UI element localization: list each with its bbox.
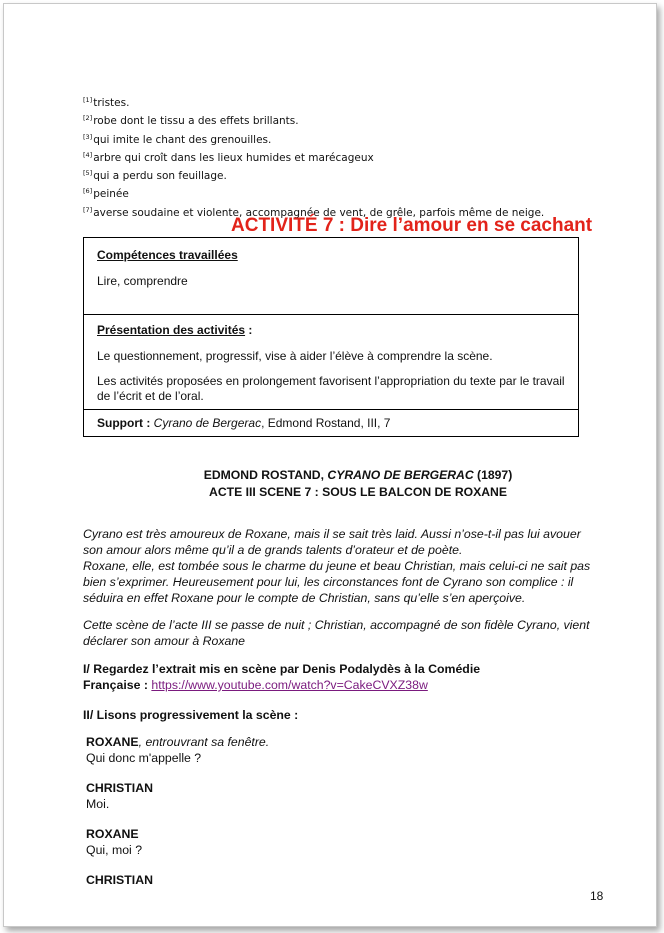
footnote xyxy=(83,148,544,166)
video-link[interactable]: https://www.youtube.com/watch?v=CakeCVXZ38w xyxy=(151,678,428,692)
dialogue-line: Moi. xyxy=(86,796,110,811)
speaker-name: ROXANE xyxy=(86,827,139,841)
competences-section xyxy=(84,238,578,315)
dialogue-line: Qui donc m'appelle ? xyxy=(86,750,202,765)
speaker-name: CHRISTIAN xyxy=(86,781,153,795)
footnote-number: [3] xyxy=(83,132,93,141)
intro-paragraph: Cette scène de l’acte III se passe de nuit ; Christian, accompagné de son fidèle Cyrano, vient déclarer son amour à Roxane xyxy=(83,618,590,648)
intro-paragraph: Cyrano est très amoureux de Roxane, mais il se sait très laid. Aussi n’ose-t-il pas lui avouer son amour alors même qu’il a de grands talents d’orateur et de poète. xyxy=(83,527,581,557)
question-2: II/ Lisons progressivement la scène : xyxy=(83,708,299,722)
presentation-paragraph: Les activités proposées en prolongement favorisent l’appropriation du texte par le travail de l’écrit et de l’oral. xyxy=(97,374,565,403)
intro-text xyxy=(83,526,603,606)
footnote-text: averse soudaine et violente, accompagnée de vent, de grêle, parfois même de neige. xyxy=(93,206,545,219)
activity-info-box xyxy=(83,237,579,437)
support-rest: , Edmond Rostand, III, 7 xyxy=(261,416,391,430)
document-page xyxy=(3,3,657,927)
support-line xyxy=(97,416,567,431)
competences-heading-text: Compétences travaillées xyxy=(97,248,238,262)
footnote-number: [4] xyxy=(83,150,93,159)
competences-heading xyxy=(97,248,238,262)
play-author: EDMOND ROSTAND, xyxy=(203,468,328,482)
speaker-name: CHRISTIAN xyxy=(86,873,153,887)
dialogue xyxy=(86,735,269,889)
play-heading-line2: ACTE III SCENE 7 : SOUS LE BALCON DE ROXANE xyxy=(209,485,507,499)
footnote-number: [5] xyxy=(83,169,93,178)
presentation-paragraph: Le questionnement, progressif, vise à aider l’élève à comprendre la scène. xyxy=(97,349,493,363)
support-section xyxy=(84,410,578,436)
support-title: Cyrano de Bergerac xyxy=(153,416,262,430)
footnote-text: qui imite le chant des grenouilles. xyxy=(93,133,272,146)
play-year: (1897) xyxy=(473,468,513,482)
play-heading xyxy=(4,467,656,501)
question-1-text: I/ Regardez l’extrait mis en scène par Denis Podalydès à la Comédie xyxy=(83,662,481,676)
support-label: Support : xyxy=(97,416,151,430)
footnote-number: [6] xyxy=(83,187,93,196)
presentation-heading-text: Présentation des activités xyxy=(97,323,246,337)
presentation-section xyxy=(84,315,578,410)
competences-text: Lire, comprendre xyxy=(97,274,188,288)
question-1 xyxy=(83,661,480,693)
activity-title: ACTIVITÉ 7 : Dire l’amour en se cachant xyxy=(231,215,593,236)
presentation-heading xyxy=(97,323,252,337)
footnote xyxy=(83,130,544,148)
page-number: 18 xyxy=(590,889,604,903)
stage-direction: , entrouvrant sa fenêtre. xyxy=(138,735,270,749)
dialogue-line: Qui, moi ? xyxy=(86,842,143,857)
play-title: CYRANO DE BERGERAC xyxy=(327,468,474,482)
question-1-line2 xyxy=(83,677,480,693)
footnote-text: robe dont le tissu a des effets brillants. xyxy=(93,115,299,128)
footnote-number: [2] xyxy=(83,114,93,123)
footnote-text: tristes. xyxy=(93,97,130,109)
footnote-number: [1] xyxy=(83,96,93,104)
footnote xyxy=(83,111,544,129)
footnotes xyxy=(83,93,544,221)
speaker-name: ROXANE xyxy=(86,735,139,749)
footnote-text: peinée xyxy=(93,188,129,201)
play-heading-line1 xyxy=(32,467,657,484)
presentation-colon: : xyxy=(245,323,253,337)
footnote xyxy=(83,93,544,111)
footnote-text: qui a perdu son feuillage. xyxy=(93,170,227,183)
footnote xyxy=(83,166,544,184)
intro-paragraph: Roxane, elle, est tombée sous le charme du jeune et beau Christian, mais celui-ci ne sait pas bien s’exprimer. Heureusement pour lui, les circonstances font de Cyrano son complice : il séduira en effet Roxane pour le compte de Christian, sans qu’elle s’en aperçoive. xyxy=(83,559,591,605)
footnote-number: [7] xyxy=(83,205,93,214)
question-1-text-b: Française : xyxy=(83,678,152,692)
dialogue-speaker-line xyxy=(86,735,269,751)
footnote xyxy=(83,184,544,202)
footnote-text: arbre qui croît dans les lieux humides et marécageux xyxy=(93,151,374,164)
